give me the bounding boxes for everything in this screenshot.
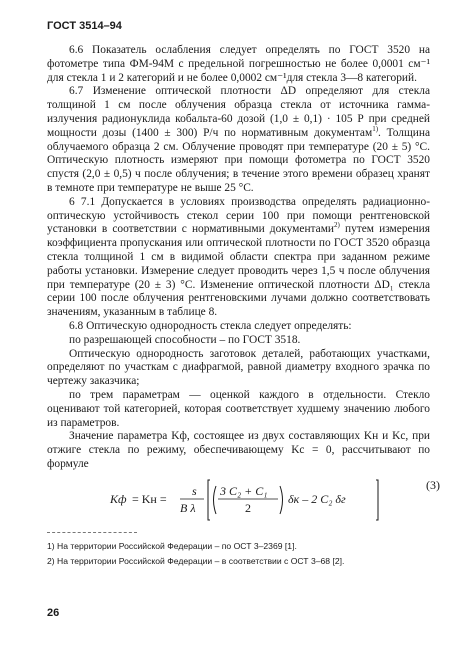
paragraph-resolution: по разрешающей способности – по ГОСТ 3518. xyxy=(69,333,301,346)
inner-paren-left xyxy=(214,486,217,514)
outer-bracket-right xyxy=(376,480,378,520)
paragraph-blanks: Оптическую однородность заготовок деталей, работающих участками, определяют по участкам с диафрагмой, равной диаметру входного зрачка по чертежу заказчика; xyxy=(47,347,430,388)
paragraph-6-7-1-part2: путем измерения коэффициента пропускания или оптической плотности по ГОСТ 3520 образца стекла толщиной 1 см в видимой области спектра при заданном режиме работы установки. Измерение следует проводить через 1,5 ч после облучения при температуре (20 ± 3) °С. Изменение оптической плотности ΔD₁ стекла серии 100 после облучения рентгеновскими лучами должно соответствовать значениям, указанным в таблице 8. xyxy=(47,223,431,319)
formula-lhs: Kф xyxy=(110,492,127,506)
footnote-ref-2: 2) xyxy=(334,221,340,230)
paragraph-6-7-1-part1: 6 7.1 Допускается в условиях производства определять радиационно-оптическую устойчивость стекол серии 100 при помощи рентгеновской установки в соответствии с нормативными документами xyxy=(47,195,430,236)
paragraph-6-6: 6.6 Показатель ослабления следует определять по ГОСТ 3520 на фотометре типа ФМ-94М с предельной погрешностью не более 0,0001 см⁻¹ для стекла 1 и 2 категорий и не более 0,0002 см⁻¹для стекла 3—8 категорий. xyxy=(47,44,430,84)
formula-inner-num: 3 C₂ + C₁ xyxy=(220,484,268,498)
paragraph-6-7 xyxy=(47,85,430,195)
paragraph-6-8: 6.8 Оптическую однородность стекла следует определять: xyxy=(69,319,352,332)
formula-3 xyxy=(110,476,440,526)
paragraph-6-7-1 xyxy=(47,196,430,320)
formula-inner-den: 2 xyxy=(245,501,251,515)
formula-equals: = Kн = xyxy=(132,492,167,506)
footnote-ref-1: 1) xyxy=(372,124,379,133)
page-number: 26 xyxy=(47,607,60,619)
formula-graphic xyxy=(110,476,410,526)
footnote-1: 1) На территории Российской Федерации – по ОСТ 3–2369 [1]. xyxy=(47,541,297,551)
equation-number: (3) xyxy=(426,478,440,492)
formula-tail: δк – 2 C₂ δг xyxy=(288,492,346,506)
formula-frac-num: s xyxy=(192,484,197,498)
body-text xyxy=(47,44,430,472)
footnote-2: 2) На территории Российской Федерации – в соответствии с ОСТ 3–68 [2]. xyxy=(47,556,345,566)
running-header: ГОСТ 3514–94 xyxy=(47,20,122,32)
paragraph-6-7-part1: 6.7 Изменение оптической плотности ΔD определяют для стекла толщиной 1 см после облучения образца стекла от источника гамма-излучения радионуклида кобальта-60 дозой (1,0 ± 0,1) · 105 Р при средней мощности дозы (1400 ± 300) Р/ч по нормативным документам xyxy=(47,85,430,139)
paragraph-three-params: по трем параметрам — оценкой каждого в отдельности. Стекло оценивают той категорией, которая соответствует худшему значению любого из параметров. xyxy=(47,388,430,429)
footnote-separator xyxy=(47,532,137,533)
paragraph-6-7-part2: . Толщина облучаемого образца 2 см. Облучение проводят при температуре (20 ± 5) °С. Оптическую плотность измеряют при помощи фотометра по ГОСТ 3520 спустя (2,0 ± 0,5) ч после облучения; в течение этого времени образец хранят в темноте при температуре не выше 25 °С. xyxy=(47,126,430,194)
formula-frac-den: B λ xyxy=(180,501,196,515)
inner-paren-right xyxy=(280,486,283,514)
outer-bracket-left xyxy=(208,480,210,520)
paragraph-kf: Значение параметра Kф, состоящее из двух составляющих Kн и Kс, при отжиге стекла по режиму, обеспечивающему Kс = 0, рассчитывают по формуле xyxy=(47,430,430,470)
footnotes xyxy=(47,539,437,569)
